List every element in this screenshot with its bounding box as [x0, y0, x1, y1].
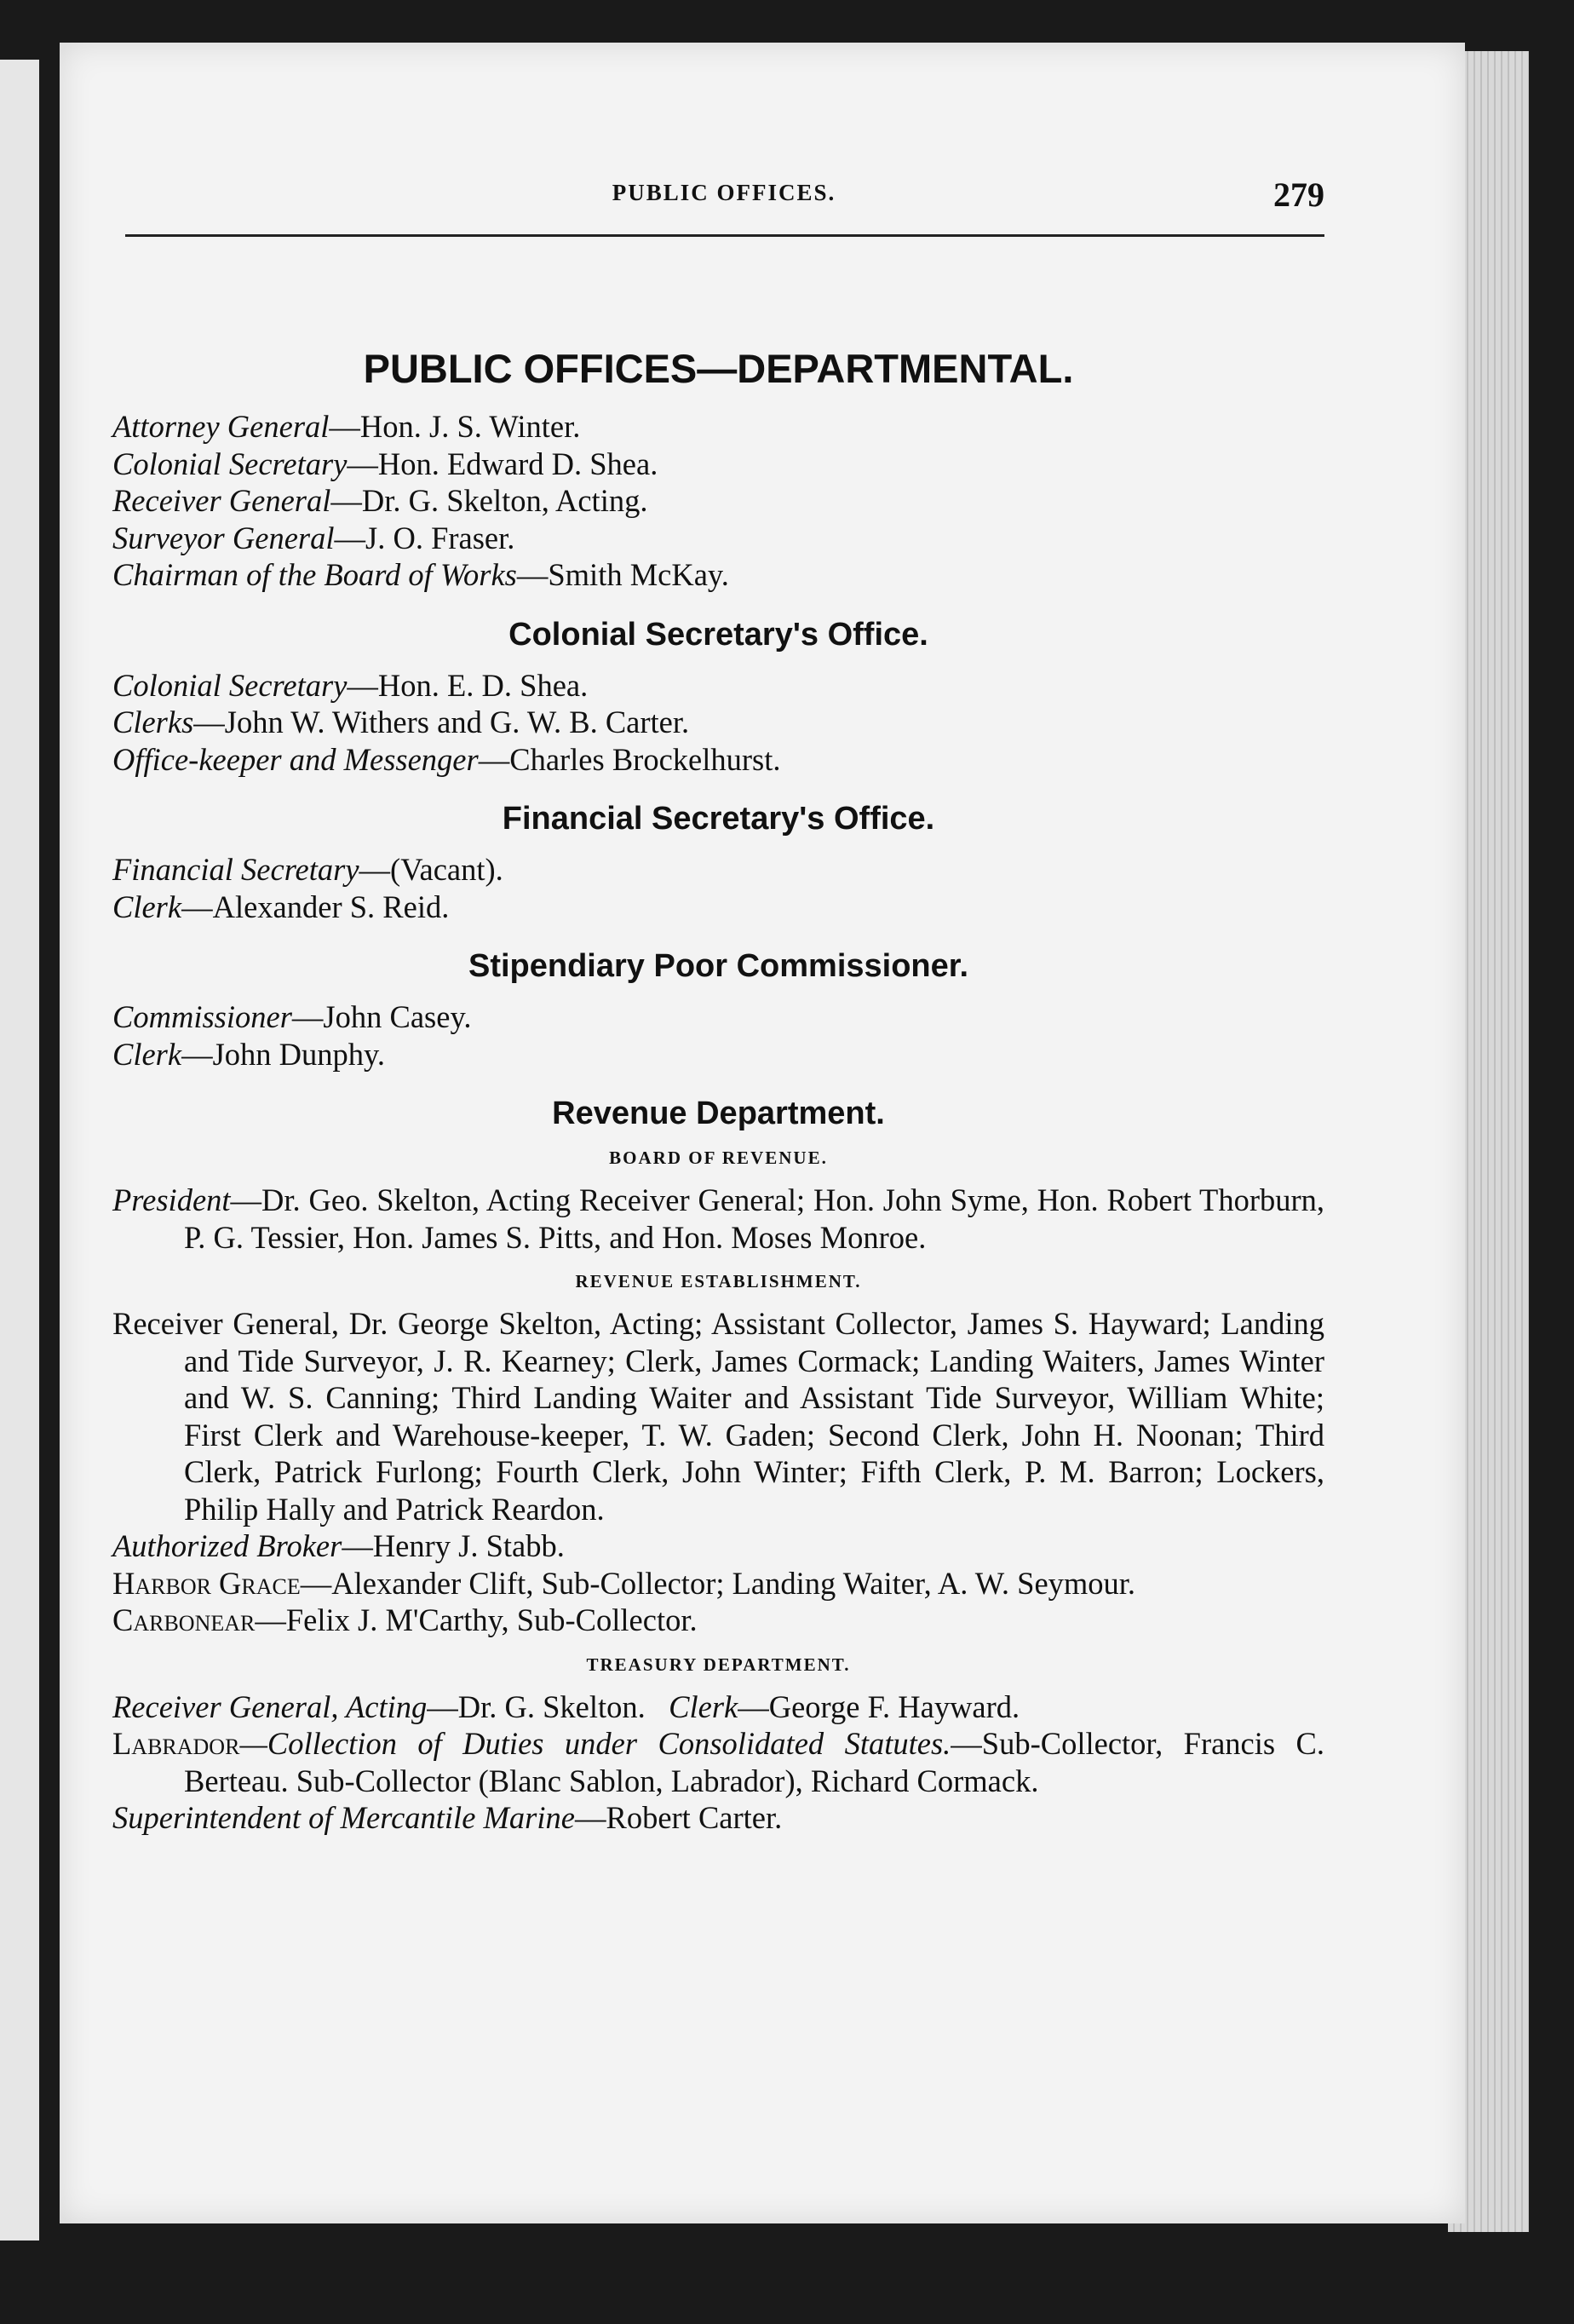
officer-name: —Smith McKay.	[516, 557, 729, 592]
page-content	[112, 345, 1324, 1837]
page-number: 279	[1273, 175, 1324, 214]
entry-name: —Alexander S. Reid.	[181, 889, 450, 924]
officer-entry	[112, 408, 1324, 446]
entry-role: Colonial Secretary	[112, 667, 348, 703]
place-name: Labrador	[112, 1726, 240, 1761]
entry-name: —Charles Brockelhurst.	[478, 741, 781, 777]
entry-text: —Alexander Clift, Sub-Collector; Landing Waiter, A. W. Seymour.	[300, 1565, 1136, 1601]
mercantile-marine-entry	[112, 1799, 1324, 1837]
entry	[112, 704, 1324, 741]
entry-role: Authorized Broker	[112, 1528, 342, 1563]
entry-role: Commissioner	[112, 999, 292, 1034]
officer-role: Attorney General	[112, 409, 330, 444]
entry-role: Financial Secretary	[112, 852, 359, 887]
officer-role: Surveyor General	[112, 520, 335, 555]
officers-list	[112, 408, 1324, 594]
book-page	[60, 43, 1465, 2223]
labrador-entry	[112, 1725, 1324, 1799]
entry	[112, 741, 1324, 779]
entry-name: —George F. Hayward.	[738, 1688, 1020, 1724]
entry-text: —Felix J. M'Carthy, Sub-Collector.	[255, 1602, 698, 1637]
entry-text: —Sub-Collector, Francis C. Berteau. Sub-Collector (Blanc Sablon, Labrador), Richard Cormack.	[184, 1726, 1324, 1798]
entry	[112, 667, 1324, 705]
section-heading-revenue: Revenue Department.	[552, 1096, 885, 1131]
section-heading-poor-commissioner: Stipendiary Poor Commissioner.	[468, 948, 969, 984]
section-heading-financial-secretary: Financial Secretary's Office.	[502, 801, 935, 837]
officer-name: —J. O. Fraser.	[334, 520, 515, 555]
officer-role: Chairman of the Board of Works	[112, 557, 517, 592]
entry-name: —Robert Carter.	[574, 1800, 783, 1835]
broker-entry	[112, 1527, 1324, 1565]
treasury-entry	[112, 1688, 1324, 1726]
entry-name: —(Vacant).	[359, 852, 503, 887]
facing-page-edge	[0, 60, 39, 2241]
entry-name: —John Casey.	[291, 999, 472, 1034]
officer-entry	[112, 446, 1324, 483]
entry-name: —Henry J. Stabb.	[342, 1528, 565, 1563]
officer-name: —Hon. J. S. Winter.	[329, 409, 581, 444]
officer-name: —Hon. Edward D. Shea.	[347, 446, 658, 481]
entry-role: Superintendent of Mercantile Marine	[112, 1800, 575, 1835]
entry-role: Receiver General, Acting	[112, 1688, 428, 1724]
entry-role: Office-keeper and Messenger	[112, 741, 479, 777]
entry-name: —John Dunphy.	[181, 1036, 386, 1072]
entry-role: Clerk	[112, 889, 182, 924]
entry	[112, 1036, 1324, 1073]
harbor-grace-entry	[112, 1565, 1324, 1602]
entry	[112, 889, 1324, 926]
entry-role: Clerks	[112, 705, 194, 739]
board-entry	[112, 1182, 1324, 1256]
place-name: Harbor Grace	[112, 1565, 301, 1601]
subheading-board-of-revenue: BOARD OF REVENUE.	[609, 1148, 828, 1168]
officer-name: —Dr. G. Skelton, Acting.	[330, 483, 648, 518]
carbonear-entry	[112, 1602, 1324, 1639]
entry-role: Clerk	[112, 1036, 182, 1072]
running-head: PUBLIC OFFICES.	[612, 180, 836, 205]
entry-name: —Dr. G. Skelton.	[427, 1688, 646, 1724]
place-name: Carbonear	[112, 1602, 256, 1637]
entry-text: —Dr. Geo. Skelton, Acting Receiver General; Hon. John Syme, Hon. Robert Thorburn, P. G. Tessier, Hon. James S. Pitts, and Hon. Moses Monroe.	[184, 1182, 1324, 1255]
subheading-revenue-establishment: REVENUE ESTABLISHMENT.	[575, 1271, 862, 1291]
section-heading-colonial-secretary: Colonial Secretary's Office.	[508, 616, 928, 653]
officer-entry	[112, 520, 1324, 557]
officer-role: Receiver General	[112, 483, 331, 518]
officer-role: Colonial Secretary	[112, 446, 348, 481]
entry	[112, 851, 1324, 889]
subheading-treasury: TREASURY DEPARTMENT.	[586, 1654, 851, 1675]
establishment-entry: Receiver General, Dr. George Skelton, Acting; Assistant Collector, James S. Hayward; Landing and Tide Surveyor, J. R. Kearney; Clerk, James Cormack; Landing Waiters, James Winter and W. S. Canning; Third Landing Waiter and Assistant Tide Surveyor, William White; First Clerk and Warehouse-keeper, T. W. Gaden; Second Clerk, John H. Noonan; Third Clerk, Patrick Furlong; Fourth Clerk, John Winter; Fifth Clerk, P. M. Barron; Lockers, Philip Hally and Patrick Reardon.	[112, 1306, 1324, 1527]
header-rule	[125, 234, 1324, 237]
entry-name: —John W. Withers and G. W. B. Carter.	[193, 705, 690, 739]
entry-role: Clerk	[669, 1688, 738, 1724]
entry-name: —Hon. E. D. Shea.	[347, 667, 589, 703]
entry	[112, 998, 1324, 1036]
officer-entry	[112, 556, 1324, 594]
officer-entry	[112, 482, 1324, 520]
page-title: PUBLIC OFFICES—DEPARTMENTAL.	[363, 346, 1074, 391]
entry-role: President	[112, 1182, 231, 1217]
entry-role: —Collection of Duties under Consolidated Statutes.	[239, 1726, 951, 1761]
page-header	[124, 175, 1324, 226]
